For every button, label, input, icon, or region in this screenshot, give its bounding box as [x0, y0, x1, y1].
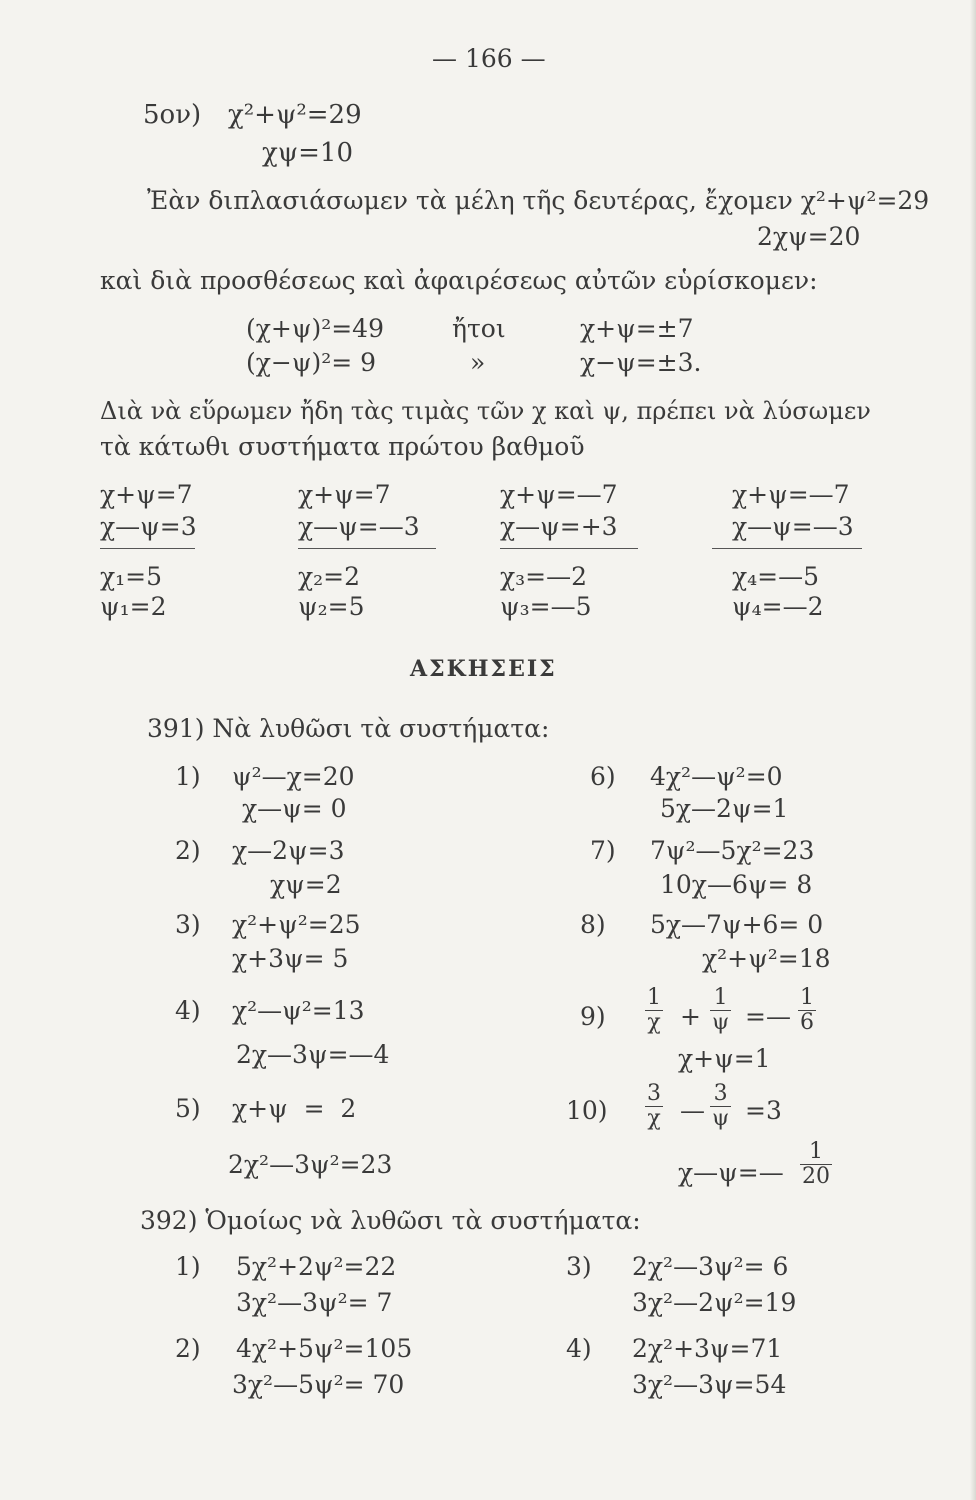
- ex392-item3-num: 3): [566, 1252, 592, 1281]
- ex391-item9-equals: =—: [745, 1002, 791, 1031]
- fraction-denominator: χ: [647, 1010, 661, 1035]
- ex391-item8-num: 8): [580, 910, 606, 939]
- system-1-eq1: χ+ψ=7: [100, 480, 193, 509]
- sum-row2-right: χ−ψ=±3.: [580, 348, 702, 377]
- system-3-eq1: χ+ψ=—7: [500, 480, 618, 509]
- ex391-item10-fraction-1: [645, 1082, 663, 1131]
- system-4-x: χ₄=—5: [732, 562, 820, 591]
- example-label: 5ον): [143, 100, 202, 130]
- system-1-eq2: χ—ψ=3: [100, 512, 197, 541]
- fraction-denominator: ψ: [712, 1010, 730, 1035]
- ex392-item1-eq2: 3χ²—3ψ²= 7: [236, 1288, 393, 1317]
- system-2-eq1: χ+ψ=7: [298, 480, 391, 509]
- section-heading: ΑΣΚΗΣΕΙΣ: [410, 656, 557, 682]
- ex392-item1-eq1: 5χ²+2ψ²=22: [236, 1252, 397, 1281]
- sum-row2-left: (χ−ψ)²= 9: [246, 348, 377, 377]
- ex391-item1-num: 1): [175, 762, 201, 791]
- ex391-item3-eq2: χ+3ψ= 5: [232, 944, 349, 973]
- fraction-denominator: ψ: [712, 1106, 730, 1131]
- ex391-item10-num: 10): [566, 1096, 608, 1125]
- system-3-x: χ₃=—2: [500, 562, 588, 591]
- ex392-item4-num: 4): [566, 1334, 592, 1363]
- system-4-eq1: χ+ψ=—7: [732, 480, 850, 509]
- ex392-item2-num: 2): [175, 1334, 201, 1363]
- fraction-denominator: 20: [802, 1164, 830, 1189]
- ex392-item2-eq1: 4χ²+5ψ²=105: [236, 1334, 413, 1363]
- system-4-y: ψ₄=—2: [732, 592, 824, 621]
- system-4-eq2: χ—ψ=—3: [732, 512, 854, 541]
- system-2-y: ψ₂=5: [298, 592, 365, 621]
- ex391-item8-eq1: 5χ—7ψ+6= 0: [650, 910, 824, 939]
- ex391-item5-eq2: 2χ²—3ψ²=23: [228, 1150, 393, 1179]
- fraction-numerator: 1: [800, 985, 814, 1010]
- ex392-item1-num: 1): [175, 1252, 201, 1281]
- ex391-item10-eq2: χ—ψ=—: [678, 1158, 784, 1187]
- ex391-item9-fraction-1: [645, 986, 663, 1035]
- ex391-item8-eq2: χ²+ψ²=18: [702, 944, 831, 973]
- ex392-item2-eq2: 3χ²—5ψ²= 70: [232, 1370, 405, 1399]
- sum-row2-mid: »: [470, 348, 486, 377]
- page-number: — 166 —: [432, 44, 546, 73]
- paragraph-line-1: Ἐὰν διπλασιάσωμεν τὰ μέλη τῆς δευτέρας, ἔχομεν χ²+ψ²=29: [147, 186, 930, 215]
- ex391-item6-eq1: 4χ²—ψ²=0: [650, 762, 783, 791]
- ex391-item9-fraction-2: [710, 986, 731, 1035]
- ex392-item3-eq1: 2χ²—3ψ²= 6: [632, 1252, 789, 1281]
- system-3-eq2: χ—ψ=+3: [500, 512, 618, 541]
- system-4-rule: [712, 548, 862, 549]
- system-1-y: ψ₁=2: [100, 592, 167, 621]
- ex391-item2-eq2: χψ=2: [270, 870, 342, 899]
- paragraph-line-3: Διὰ νὰ εὕρωμεν ἤδη τὰς τιμὰς τῶν χ καὶ ψ, πρέπει νὰ λύσωμεν: [100, 397, 871, 425]
- ex391-item2-eq1: χ—2ψ=3: [232, 836, 345, 865]
- exercise-391-label: 391) Νὰ λυθῶσι τὰ συστήματα:: [147, 714, 550, 743]
- sum-row1-right: χ+ψ=±7: [580, 314, 694, 343]
- ex391-item1-eq2: χ—ψ= 0: [242, 794, 347, 823]
- fraction-denominator: χ: [647, 1106, 661, 1131]
- system-3-rule: [500, 548, 638, 549]
- ex391-item6-num: 6): [590, 762, 616, 791]
- paragraph-line-2: καὶ διὰ προσθέσεως καὶ ἀφαιρέσεως αὐτῶν εὑρίσκομεν:: [100, 266, 818, 295]
- ex391-item10-fraction-2: [710, 1082, 731, 1131]
- system-1-rule: [100, 548, 195, 549]
- paragraph-equation: 2χψ=20: [757, 222, 861, 251]
- ex391-item2-num: 2): [175, 836, 201, 865]
- system-2-rule: [298, 548, 436, 549]
- system-1-x: χ₁=5: [100, 562, 163, 591]
- fraction-numerator: 3: [710, 1082, 731, 1107]
- fraction-numerator: 1: [647, 985, 661, 1010]
- ex391-item9-fraction-3: [798, 986, 816, 1035]
- ex391-item6-eq2: 5χ—2ψ=1: [660, 794, 789, 823]
- ex391-item10-equals: =3: [745, 1096, 782, 1125]
- paragraph-line-4: τὰ κάτωθι συστήματα πρώτου βαθμοῦ: [100, 432, 585, 461]
- example-equation-2: χψ=10: [262, 138, 354, 168]
- ex391-item9-eq2: χ+ψ=1: [678, 1044, 771, 1073]
- system-3-y: ψ₃=—5: [500, 592, 592, 621]
- ex391-item9-plus: +: [680, 1002, 701, 1031]
- ex391-item7-eq1: 7ψ²—5χ²=23: [650, 836, 815, 865]
- fraction-numerator: 1: [800, 1140, 832, 1165]
- ex391-item5-eq1: χ+ψ = 2: [232, 1094, 357, 1123]
- ex391-item10-minus: —: [680, 1096, 705, 1125]
- exercise-392-label: 392) Ὁμοίως νὰ λυθῶσι τὰ συστήματα:: [140, 1206, 641, 1235]
- ex391-item4-eq2: 2χ—3ψ=—4: [236, 1040, 390, 1069]
- system-2-eq2: χ—ψ=—3: [298, 512, 420, 541]
- ex391-item7-num: 7): [590, 836, 616, 865]
- ex391-item4-num: 4): [175, 996, 201, 1025]
- example-equation-1: χ²+ψ²=29: [228, 100, 362, 130]
- system-2-x: χ₂=2: [298, 562, 361, 591]
- sum-row1-left: (χ+ψ)²=49: [246, 314, 384, 343]
- fraction-numerator: 3: [647, 1081, 661, 1106]
- ex392-item3-eq2: 3χ²—2ψ²=19: [632, 1288, 797, 1317]
- page-edge-shadow: [970, 0, 976, 1500]
- ex391-item3-eq1: χ²+ψ²=25: [232, 910, 361, 939]
- ex391-item10-fraction-3: [800, 1140, 832, 1189]
- ex391-item1-eq1: ψ²—χ=20: [232, 762, 355, 791]
- ex391-item3-num: 3): [175, 910, 201, 939]
- ex391-item7-eq2: 10χ—6ψ= 8: [660, 870, 813, 899]
- sum-row1-mid: ἤτοι: [452, 314, 506, 343]
- ex392-item4-eq2: 3χ²—3ψ=54: [632, 1370, 787, 1399]
- fraction-denominator: 6: [800, 1010, 814, 1035]
- ex392-item4-eq1: 2χ²+3ψ=71: [632, 1334, 783, 1363]
- ex391-item4-eq1: χ²—ψ²=13: [232, 996, 365, 1025]
- ex391-item9-num: 9): [580, 1002, 606, 1031]
- fraction-numerator: 1: [710, 986, 731, 1011]
- ex391-item5-num: 5): [175, 1094, 201, 1123]
